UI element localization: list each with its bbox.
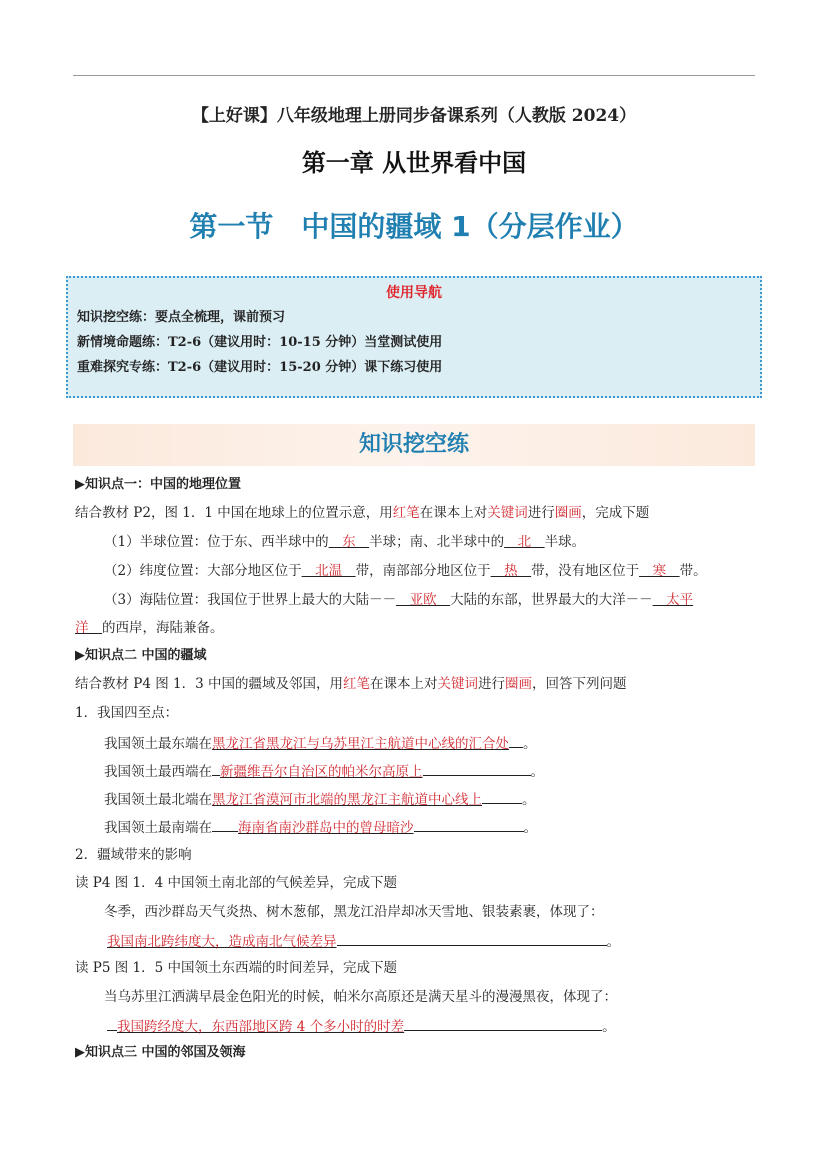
circle-text: 圈画	[505, 676, 533, 692]
answer-blank: 亚欧	[396, 592, 451, 608]
kp1-intro: 结合教材 P2，图 1．1 中国在地球上的位置示意，用红笔在课本上对关键词进行圈画，完成下题	[75, 505, 650, 521]
read-fig-1-5: 读 P5 图 1．5 中国领土东西端的时间差异，完成下题	[75, 960, 398, 976]
answer-blank: 新疆维吾尔自治区的帕米尔高原上	[220, 764, 423, 780]
answer-blank: 黑龙江省漠河市北端的黑龙江主航道中心线上	[212, 792, 482, 808]
answer-blank: 洋	[75, 620, 102, 636]
north-point: 我国领土最北端在黑龙江省漠河市北端的黑龙江主航道中心线上 。	[104, 788, 536, 810]
east-point: 我国领土最东端在黑龙江省黑龙江与乌苏里江主航道中心线的汇合处 。	[104, 732, 537, 754]
nav-line-3: 重难探究专练：T2-6（建议用时：15-20 分钟）课下练习使用	[77, 360, 443, 375]
kp2-title: ▶知识点二 中国的疆域	[75, 648, 207, 663]
red-pen-text: 红笔	[392, 505, 420, 521]
answer-blank: 我国南北跨纬度大，造成南北气候差异	[107, 934, 337, 950]
answer-blank: 我国跨经度大，东西部地区跨 4 个多小时的时差	[117, 1019, 405, 1035]
keyword-text: 关键词	[487, 505, 528, 521]
section-banner	[73, 424, 755, 466]
south-point: 我国领土最南端在 海南省南沙群岛中的曾母暗沙 。	[104, 816, 537, 838]
kp1-q3-cont: 洋 的西岸，海陆兼备。	[75, 620, 224, 636]
usage-navigation-box	[66, 276, 762, 398]
nav-title: 使用导航	[386, 285, 442, 301]
kp2-intro: 结合教材 P4 图 1．3 中国的疆域及邻国，用红笔在课本上对关键词进行圈画，回答下列问题	[75, 676, 627, 692]
banner-title: 知识挖空练	[358, 432, 469, 457]
kp2-sub2: 2．疆域带来的影响	[75, 847, 192, 863]
kp1-title: ▶知识点一：中国的地理位置	[75, 477, 241, 492]
answer-blank: 北温	[301, 563, 356, 579]
answer-blank: 太平	[652, 592, 694, 608]
circle-text: 圈画	[554, 505, 582, 521]
para-climate: 冬季，西沙群岛天气炎热、树木葱郁，黑龙江沿岸却冰天雪地、银装素裹，体现了：	[104, 904, 604, 920]
kp1-q1: （1）半球位置：位于东、西半球中的 东 半球；南、北半球中的 北 半球。	[104, 534, 586, 550]
answer-blank: 热	[490, 563, 532, 579]
answer-blank: 黑龙江省黑龙江与乌苏里江主航道中心线的汇合处	[212, 736, 509, 752]
header-rule	[73, 75, 755, 76]
answer-blank: 寒	[639, 563, 680, 579]
read-fig-1-4: 读 P4 图 1．4 中国领土南北部的气候差异，完成下题	[75, 875, 398, 891]
series-title: 【上好课】八年级地理上册同步备课系列（人教版 2024）	[191, 106, 637, 126]
keyword-text: 关键词	[437, 676, 479, 692]
chapter-title: 第一章 从世界看中国	[301, 149, 527, 177]
kp1-q3: （3）海陆位置：我国位于世界上最大的大陆－－ 亚欧 大陆的东部，世界最大的大洋－－ 太平	[104, 592, 694, 608]
nav-line-1: 知识挖空练：要点全梳理，课前预习	[77, 310, 286, 325]
answer-blank: 海南省南沙群岛中的曾母暗沙	[238, 820, 414, 836]
kp3-title: ▶知识点三 中国的邻国及领海	[75, 1045, 246, 1060]
answer-line-1: 我国南北跨纬度大，造成南北气候差异 。	[107, 930, 620, 952]
section-title: 第一节 中国的疆域 1（分层作业）	[189, 210, 639, 243]
red-pen-text: 红笔	[343, 676, 371, 692]
west-point: 我国领土最西端在 新疆维吾尔自治区的帕米尔高原上 。	[104, 760, 544, 782]
answer-blank: 东	[328, 534, 370, 550]
kp1-q2: （2）纬度位置：大部分地区位于 北温 带，南部部分地区位于 热 带，没有地区位于 寒 带。	[104, 563, 707, 579]
kp2-sub1: 1．我国四至点：	[75, 705, 179, 721]
para-time: 当乌苏里江洒满早晨金色阳光的时候，帕米尔高原还是满天星斗的漫漫黑夜，体现了：	[104, 989, 617, 1005]
answer-blank: 北	[504, 534, 545, 550]
nav-line-2: 新情境命题练：T2-6（建议用时：10-15 分钟）当堂测试使用	[77, 335, 443, 350]
answer-line-2: 我国跨经度大，东西部地区跨 4 个多小时的时差 。	[107, 1015, 616, 1037]
